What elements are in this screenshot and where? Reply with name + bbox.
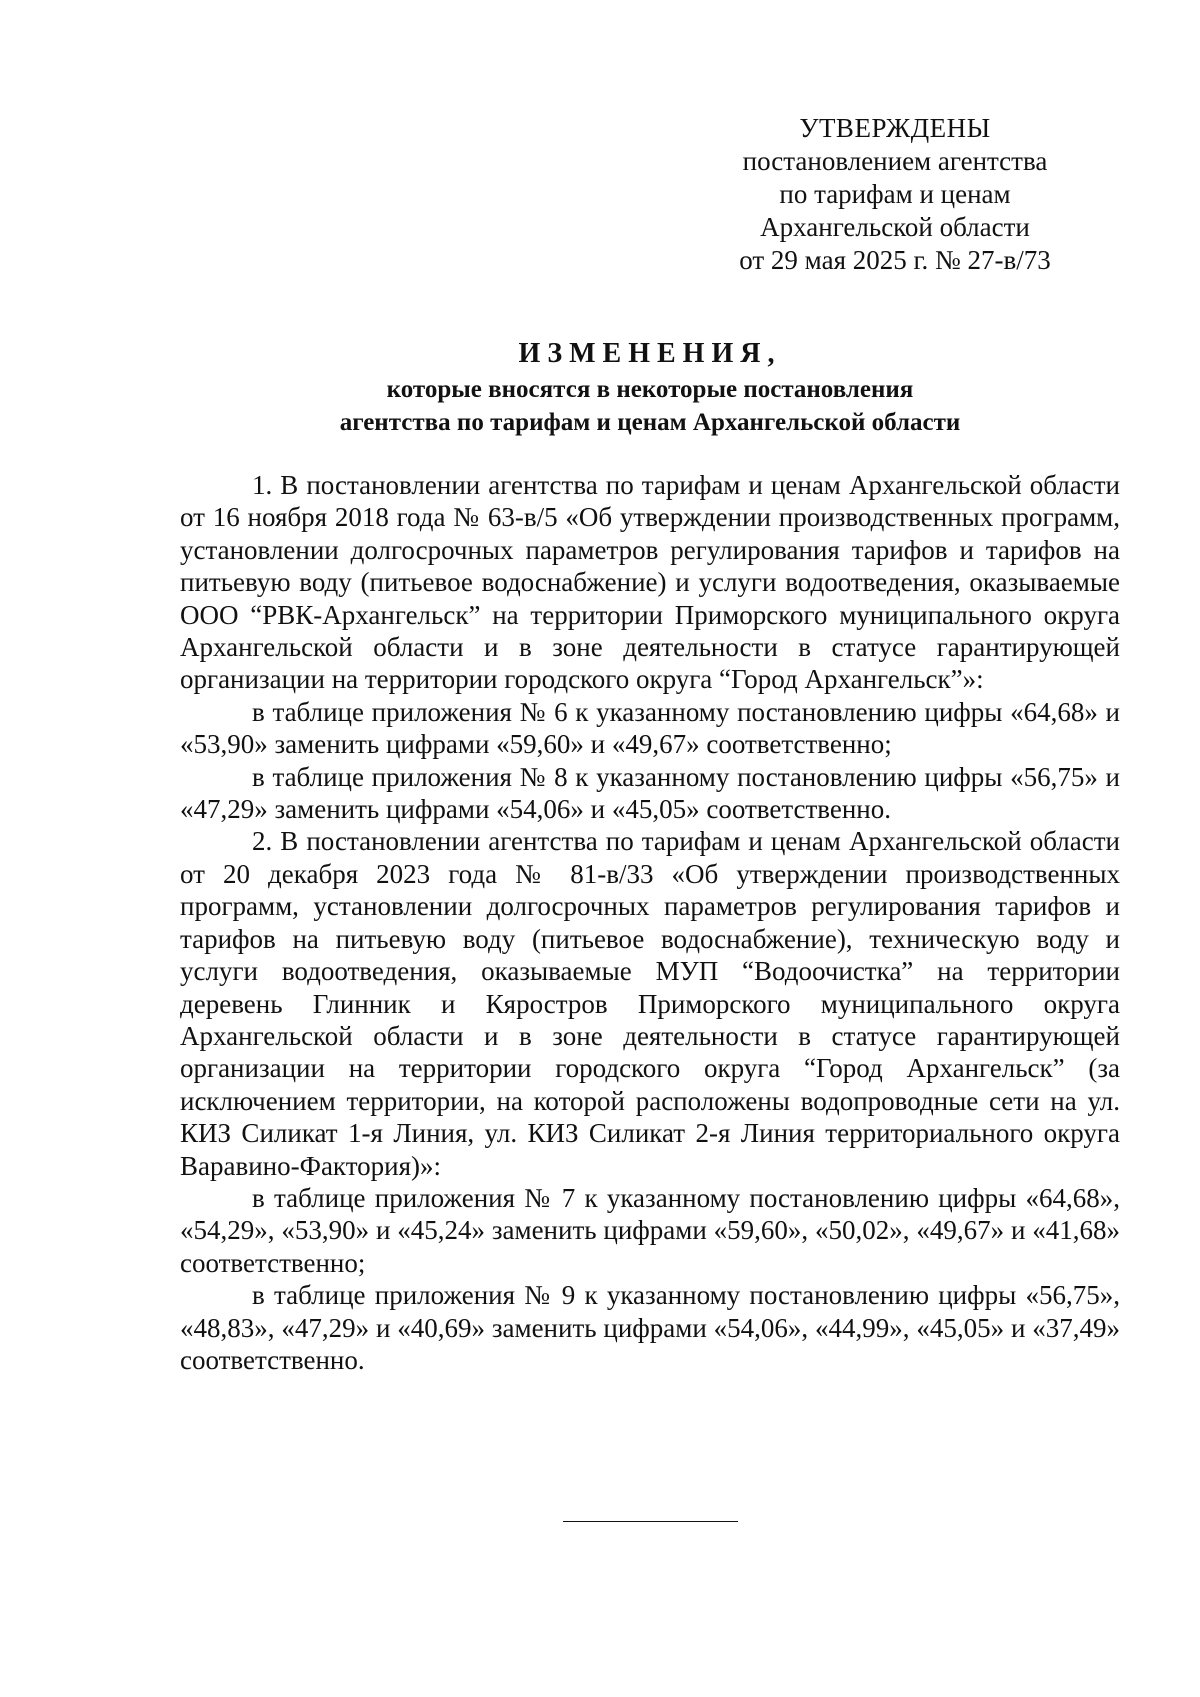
document-subtitle-line-2: агентства по тарифам и ценам Архангельской области <box>339 409 961 436</box>
end-divider-line <box>563 1521 738 1522</box>
approval-line-1: постановлением агентства <box>742 146 1048 176</box>
document-title-block <box>180 335 1120 439</box>
approval-line-2: по тарифам и ценам <box>779 179 1011 209</box>
document-body <box>180 469 1120 1376</box>
approval-line-4: от 29 мая 2025 г. № 27-в/73 <box>739 245 1051 275</box>
paragraph-1: 1. В постановлении агентства по тарифам и ценам Архангельской области от 16 ноября 2018 года № 63-в/5 «Об утверждении производственных программ, установлении долгосрочных параметров регулирования тарифов и тарифов на питьевую воду (питьевое водоснабжение) и услуги водоотведения, оказываемые ООО “РВК-Архангельск” на территории Приморского муниципального округа Архангельской области и в зоне деятельности в статусе гарантирующей организации на территории городского округа “Город Архангельск”»: <box>180 470 1120 695</box>
paragraph-4: 2. В постановлении агентства по тарифам и ценам Архангельской области от 20 декабря 2023 года № 81-в/33 «Об утверждении производственных программ, установлении долгосрочных параметров регулирования тарифов и тарифов на питьевую воду (питьевое водоснабжение), техническую воду и услуги водоотведения, оказываемые МУП “Водоочистка” на территории деревень Глинник и Кяростров Приморского муниципального округа Архангельской области и в зоне деятельности в статусе гарантирующей организации на территории городского округа “Город Архангельск” (за исключением территории, на которой расположены водопроводные сети на ул. КИЗ Силикат 1-я Линия, ул. КИЗ Силикат 2-я Линия территориального округа Варавино-Фактория)»: <box>180 826 1120 1181</box>
paragraph-2: в таблице приложения № 6 к указанному постановлению цифры «64,68» и «53,90» заменить цифрами «59,60» и «49,67» соответственно; <box>180 696 1120 760</box>
approval-heading: УТВЕРЖДЕНЫ <box>799 113 991 143</box>
paragraph-5: в таблице приложения № 7 к указанному постановлению цифры «64,68», «54,29», «53,90» и «45,24» заменить цифрами «59,60», «50,02», «49,67» и «41,68» соответственно; <box>180 1182 1120 1278</box>
approval-stamp-block <box>700 112 1090 277</box>
document-subtitle-line-1: которые вносятся в некоторые постановления <box>386 376 914 403</box>
approval-line-3: Архангельской области <box>760 212 1030 242</box>
paragraph-3: в таблице приложения № 8 к указанному постановлению цифры «56,75» и «47,29» заменить цифрами «54,06» и «45,05» соответственно. <box>180 761 1120 825</box>
paragraph-6: в таблице приложения № 9 к указанному постановлению цифры «56,75», «48,83», «47,29» и «40,69» заменить цифрами «54,06», «44,99», «45,05» и «37,49» соответственно. <box>180 1280 1120 1375</box>
document-title: ИЗМЕНЕНИЯ, <box>518 338 782 369</box>
